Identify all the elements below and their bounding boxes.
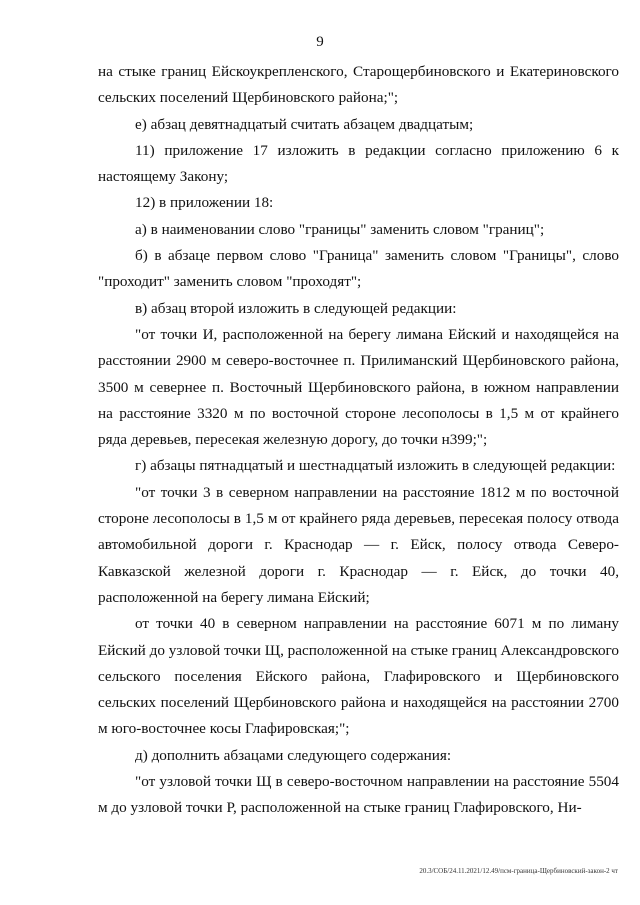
page-number: 9 [316, 34, 324, 50]
paragraph: д) дополнить абзацами следующего содержания: [135, 746, 452, 764]
document-body [98, 59, 619, 822]
paragraph: "от точки И, расположенной на берегу лимана Ейский и находящейся на расстоянии 2900 м северо-восточнее п. Прилиманский Щербиновского района, 3500 м севернее п. Восточный Щербиновского района, в южном направлении на расстояние 3320 м по восточной стороне лесополосы в 1,5 м от крайнего ряда деревьев, пересекая железную дорогу, до точки н399;"; [98, 325, 619, 449]
paragraph: "от точки 3 в северном направлении на расстояние 1812 м по восточной стороне лесополосы в 1,5 м от крайнего ряда деревьев, пересекая полосу отвода автомобильной дороги г. Краснодар — г. Ейск, полосу отвода Северо-Кавказской железной дороги г. Краснодар — г. Ейск, до точки 40, расположенной на берегу лимана Ейский; [98, 483, 619, 606]
paragraph: б) в абзаце первом слово "Граница" заменить словом "Границы", слово "проходит" заменить словом "проходят"; [98, 247, 619, 291]
paragraph: от точки 40 в северном направлении на расстояние 6071 м по лиману Ейский до узловой точки Щ, расположенной на стыке границ Александровского сельского поселения Ейского района, Глафировского и Щербиновского сельских поселений Щербиновского района и находящейся на расстоянии 2700 м юго-восточнее косы Глафировская;"; [98, 615, 619, 738]
paragraph: в) абзац второй изложить в следующей редакции: [135, 299, 457, 317]
paragraph: "от узловой точки Щ в северо-восточном направлении на расстояние 5504 м до узловой точки Р, расположенной на стыке границ Глафировского, Ни- [98, 773, 619, 817]
paragraph: 12) в приложении 18: [135, 194, 274, 212]
paragraph: на стыке границ Ейскоукрепленского, Старощербиновского и Екатериновского сельских поселений Щербиновского района;"; [98, 63, 619, 107]
paragraph: г) абзацы пятнадцатый и шестнадцатый изложить в следующей редакции: [135, 457, 616, 475]
paragraph: 11) приложение 17 изложить в редакции согласно приложению 6 к настоящему Закону; [98, 141, 619, 186]
paragraph: е) абзац девятнадцатый считать абзацем двадцатым; [135, 115, 474, 133]
paragraph: а) в наименовании слово "границы" заменить словом "границ"; [135, 220, 545, 238]
footer-document-code: 20.3/СОБ/24.11.2021/12.49/псм-граница-Щербиновский-закон-2 чт [419, 867, 618, 875]
